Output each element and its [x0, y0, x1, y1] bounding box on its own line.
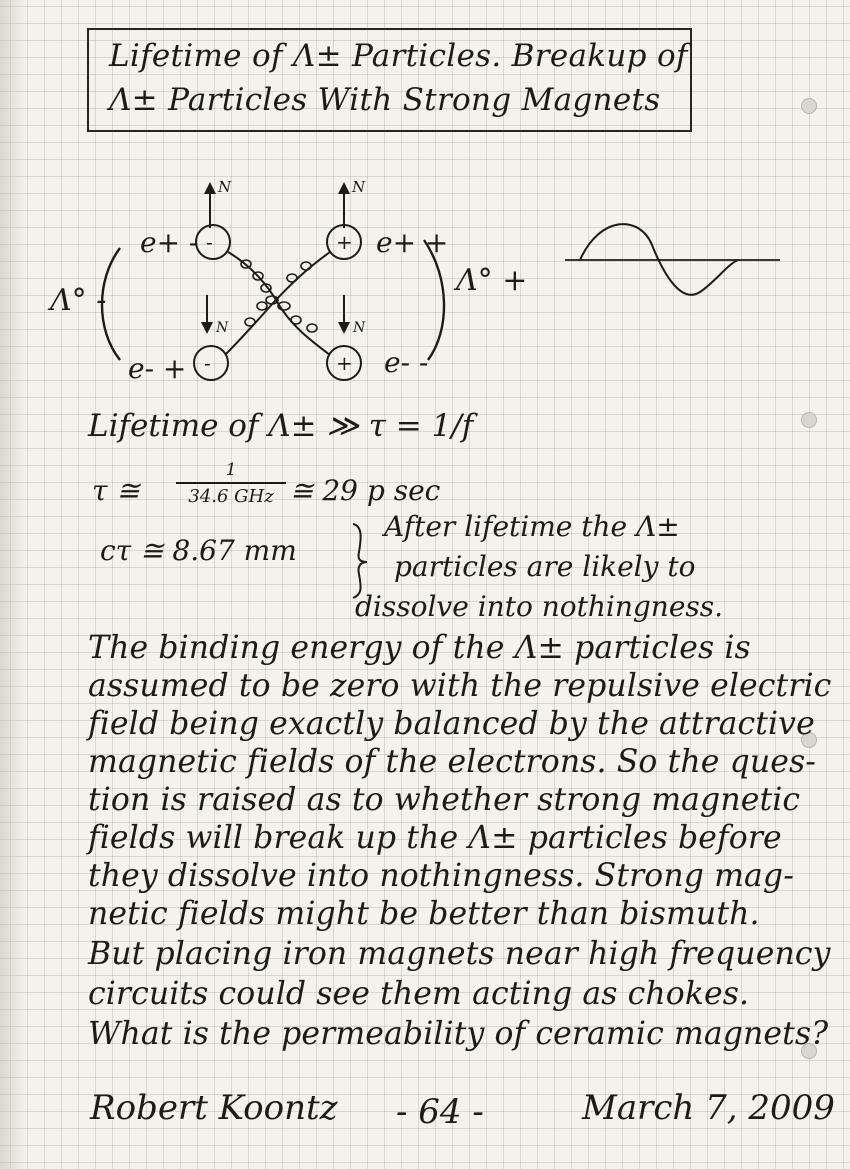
tau-fraction: [176, 460, 286, 507]
electron-label: e+ -: [140, 226, 199, 259]
arrow-head: [201, 322, 213, 334]
charge-label: +: [336, 230, 353, 254]
body-line: circuits could see them acting as chokes.: [88, 976, 750, 1012]
body-line: field being exactly balanced by the attractive: [88, 706, 815, 742]
charge-label: -: [204, 351, 211, 375]
title-line-1: Lifetime of Λ± Particles. Breakup of: [109, 38, 688, 74]
electron-label: e- +: [128, 352, 187, 385]
body-line: The binding energy of the Λ± particles is: [88, 630, 751, 666]
author-signature: Robert Koontz: [90, 1088, 338, 1128]
title-box: [87, 28, 692, 132]
lambda-label-left: Λ° -: [50, 283, 107, 318]
electron-label: e+ +: [376, 226, 449, 259]
curly-brace: [345, 520, 375, 600]
electron-circle-top-left: [196, 225, 230, 259]
lambda-label-right: Λ° +: [456, 263, 528, 298]
electron-circle-bottom-left: [194, 346, 228, 380]
side-note-line-2: particles are likely to: [394, 550, 696, 583]
entry-date: March 7, 2009: [582, 1088, 835, 1128]
north-label: N: [216, 320, 229, 336]
fraction-bar: [176, 482, 286, 484]
body-line: But placing iron magnets near high frequency: [88, 936, 831, 972]
fraction-numerator: 1: [225, 460, 237, 480]
side-note-line-3: dissolve into nothingness.: [355, 590, 724, 623]
body-line: assumed to be zero with the repulsive electric: [88, 668, 832, 704]
body-line: magnetic fields of the electrons. So the ques-: [88, 744, 816, 780]
north-label: N: [352, 178, 366, 196]
body-line: fields will break up the Λ± particles before: [88, 820, 782, 856]
tau-approx: τ ≅: [92, 474, 140, 507]
arrow-head: [338, 322, 350, 334]
arrow-head: [204, 182, 216, 194]
charge-label: +: [336, 351, 353, 375]
side-note-line-1: After lifetime the Λ±: [384, 510, 680, 543]
binder-hole: [801, 98, 817, 114]
body-line: netic fields might be better than bismuth.: [88, 896, 760, 932]
page-number: - 64 -: [396, 1092, 484, 1132]
tau-value: ≅ 29 p sec: [290, 474, 441, 507]
lifetime-equation: Lifetime of Λ± ≫ τ = 1/f: [88, 408, 474, 444]
body-line: tion is raised as to whether strong magnetic: [88, 782, 801, 818]
north-label: N: [353, 320, 366, 336]
fraction-denominator: 34.6 GHz: [188, 486, 274, 507]
north-label: N: [218, 178, 232, 196]
arrow-head: [338, 182, 350, 194]
charge-label: -: [206, 230, 213, 254]
body-line: What is the permeability of ceramic magnets?: [88, 1016, 829, 1052]
c-tau-value: cτ ≅ 8.67 mm: [100, 534, 297, 567]
electron-label: e- -: [384, 346, 429, 379]
title-line-2: Λ± Particles With Strong Magnets: [109, 82, 661, 118]
body-line: they dissolve into nothingness. Strong mag-: [88, 858, 794, 894]
